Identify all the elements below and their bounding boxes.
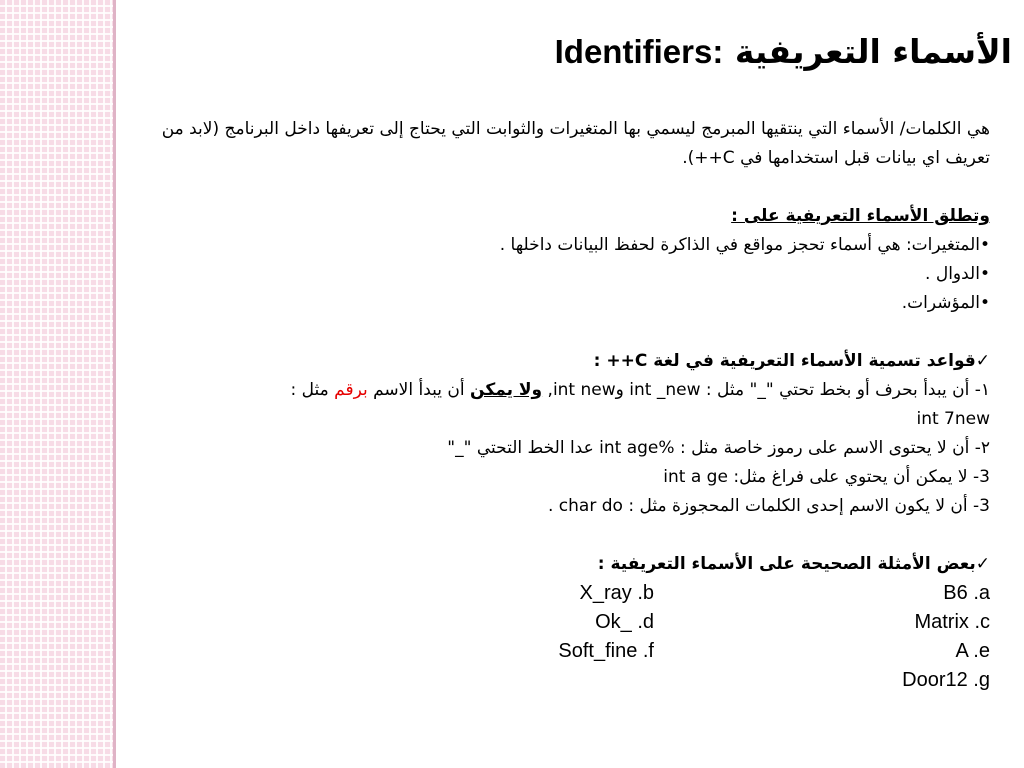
example-item: Matrix .c xyxy=(914,611,990,633)
rule-1: ١- أن يبدأ بحرف أو بخط تحتي "_" مثل : int _new وint new, ولا يمكن أن يبدأ الاسم برقم مثل : xyxy=(290,380,990,400)
slide-body xyxy=(130,115,990,695)
title-latin: Identifiers: xyxy=(554,33,724,70)
examples-heading: ✓بعض الأمثلة الصحيحة على الأسماء التعريفية : xyxy=(597,554,990,574)
example-item: Soft_fine .f xyxy=(558,640,654,662)
bullet-item: •الدوال . xyxy=(925,264,990,284)
highlight-text: برقم xyxy=(334,380,368,400)
bullet-item: •المؤشرات. xyxy=(901,293,990,313)
decorative-side-pattern xyxy=(0,0,113,768)
decorative-side-border xyxy=(113,0,116,768)
code-example: int age% xyxy=(599,438,675,458)
intro-paragraph: هي الكلمات/ الأسماء التي ينتقيها المبرمج ليسمي بها المتغيرات والثوابت التي يحتاج إلى تعريفها داخل البرنامج (لابد من تعريف اي بيانات قبل استخدامها في C++). xyxy=(161,119,990,168)
code-example: char do xyxy=(558,496,623,516)
bullet-item: •المتغيرات: هي أسماء تحجز مواقع في الذاكرة لحفظ البيانات داخلها . xyxy=(499,235,990,255)
rule-3: 3- لا يمكن أن يحتوي على فراغ مثل: int a ge xyxy=(663,467,990,487)
examples-list xyxy=(130,579,990,695)
code-example: int new xyxy=(552,380,616,400)
title-arabic: الأسماء التعريفية xyxy=(734,32,1012,71)
example-item: A .e xyxy=(955,640,990,662)
negation-text: ولا يمكن xyxy=(470,380,543,400)
slide-title xyxy=(555,32,1012,71)
rules-heading: ✓قواعد تسمية الأسماء التعريفية في لغة C++ : xyxy=(593,351,990,371)
code-example: int _new xyxy=(629,380,701,400)
rule-2: ٢- أن لا يحتوى الاسم على رموز خاصة مثل : int age% عدا الخط التحتي "_" xyxy=(447,438,990,458)
example-item: Door12 .g xyxy=(902,669,990,691)
example-item: X_ray .b xyxy=(579,582,654,604)
code-example: int 7new xyxy=(916,409,990,429)
code-example: int a ge xyxy=(663,467,728,487)
applies-heading: وتطلق الأسماء التعريفية على : xyxy=(731,206,990,226)
example-item: B6 .a xyxy=(943,582,990,604)
example-item: Ok_ .d xyxy=(595,611,654,633)
rule-4: 3- أن لا يكون الاسم إحدى الكلمات المحجوزة مثل : char do . xyxy=(547,496,990,516)
rule-1-example xyxy=(130,405,990,434)
